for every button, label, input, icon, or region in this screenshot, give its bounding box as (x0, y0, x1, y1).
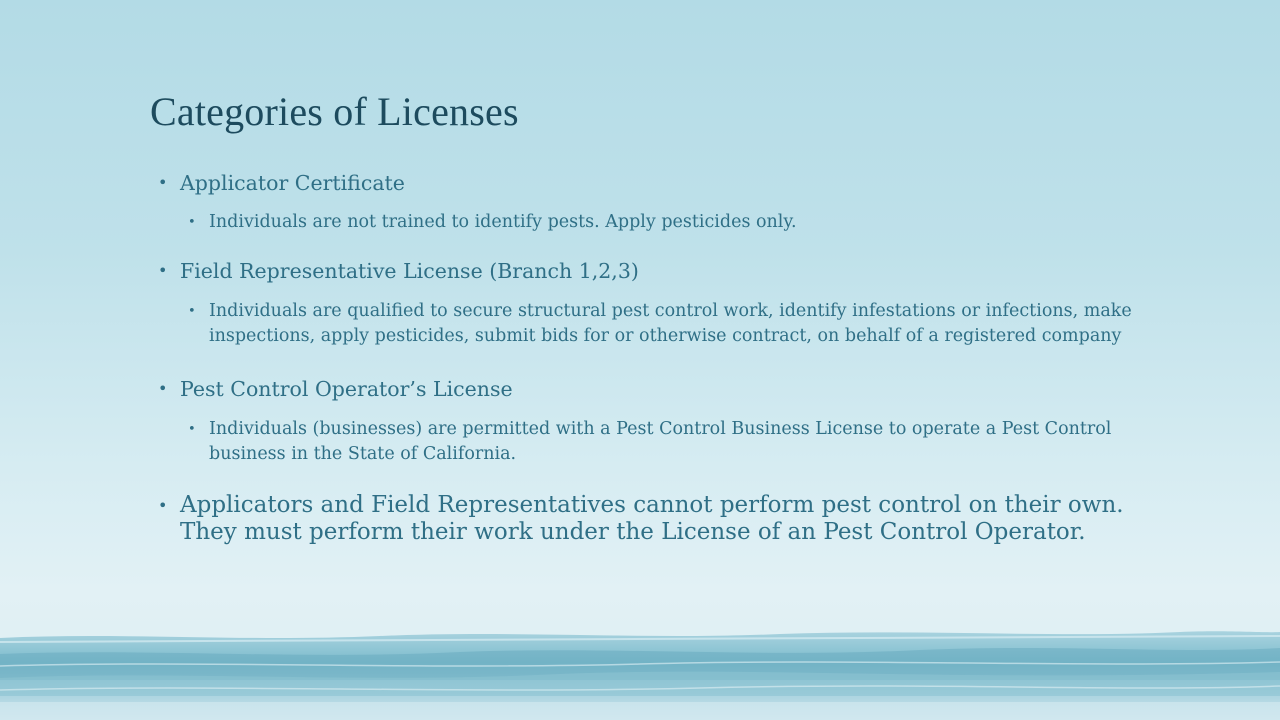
slide-title: Categories of Licenses (150, 89, 519, 134)
bullet-pest-control-operator: • Pest Control Operator’s License (158, 376, 1148, 402)
sub-bullet-applicator-certificate: • Individuals are not trained to identify pests. Apply pesticides only. (158, 210, 1148, 235)
bullet-field-representative: • Field Representative License (Branch 1,2,3) (158, 258, 1148, 284)
sub-bullet-pest-control-operator: • Individuals (businesses) are permitted with a Pest Control Business License to operate a Pest Control business in the State of California. (158, 417, 1148, 467)
sub-bullet-field-representative: • Individuals are qualified to secure structural pest control work, identify infestations or infections, make inspections, apply pesticides, submit bids for or otherwise contract, on behalf of a registered company (158, 299, 1148, 349)
bullet-applicators-note: • Applicators and Field Representatives cannot perform pest control on their own. They must perform their work under the License of an Pest Control Operator. (158, 492, 1148, 546)
bullet-applicator-certificate: • Applicator Certificate (158, 170, 1148, 196)
slide-content (158, 170, 1148, 546)
water-decoration (0, 620, 1280, 720)
